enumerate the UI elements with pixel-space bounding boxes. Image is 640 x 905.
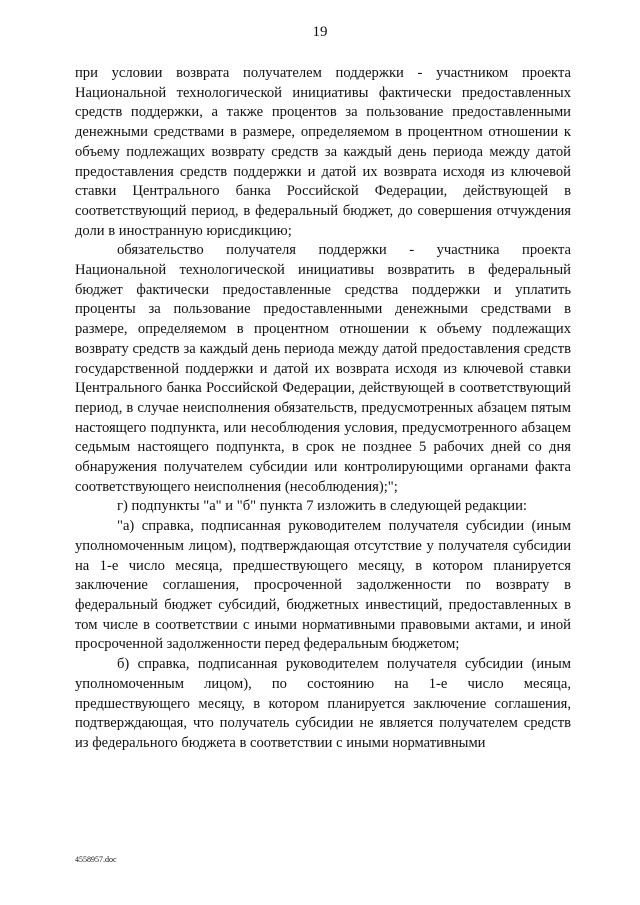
- page-number: 19: [312, 24, 328, 40]
- document-file-reference: 4558957.doc: [75, 855, 117, 864]
- document-body: [75, 64, 571, 754]
- paragraph-2: обязательство получателя поддержки - участника проекта Национальной технологической инициативы возвратить в федеральный бюджет фактически предоставленные средства поддержки и уплатить проценты за пользование предоставленными денежными средствами в размере, определяемом в процентном отношении к объему подлежащих возврату средств за каждый день периода между датой предоставления средств государственной поддержки и датой их возврата исходя из ключевой ставки Центрального банка Российской Федерации, действующей в соответствующий период, в случае неисполнения обязательств, предусмотренных абзацем пятым настоящего подпункта, или несоблюдения условия, предусмотренного абзацем седьмым настоящего подпункта, в срок не позднее 5 рабочих дней со дня обнаружения получателем субсидии или контролирующими органами факта соответствующего неисполнения (несоблюдения);";: [75, 242, 571, 495]
- paragraph-4: "а) справка, подписанная руководителем получателя субсидии (иным уполномоченным лицом), подтверждающая отсутствие у получателя субсидии на 1-е число месяца, предшествующего месяцу, в котором планируется заключение соглашения, просроченной задолженности по возврату в федеральный бюджет субсидий, бюджетных инвестиций, предоставленных в том числе в соответствии с иными нормативными правовыми актами, и иной просроченной задолженности перед федеральным бюджетом;: [75, 518, 571, 653]
- paragraph-5: б) справка, подписанная руководителем получателя субсидии (иным уполномоченным лицом), по состоянию на 1-е число месяца, предшествующего месяцу, в котором планируется заключение соглашения, подтверждающая, что получатель субсидии не является получателем средств из федерального бюджета в соответствии с иными нормативными: [75, 656, 571, 751]
- paragraph-1: при условии возврата получателем поддержки - участником проекта Национальной технологической инициативы фактически предоставленных средств поддержки, а также процентов за пользование предоставленными денежными средствами в размере, определяемом в процентном отношении к объему подлежащих возврату средств за каждый день периода между датой предоставления средств поддержки и датой их возврата исходя из ключевой ставки Центрального банка Российской Федерации, действующей в соответствующий период, в федеральный бюджет, до совершения отчуждения доли в иностранную юрисдикцию;: [75, 65, 571, 239]
- paragraph-3: г) подпункты "а" и "б" пункта 7 изложить в следующей редакции:: [117, 498, 527, 515]
